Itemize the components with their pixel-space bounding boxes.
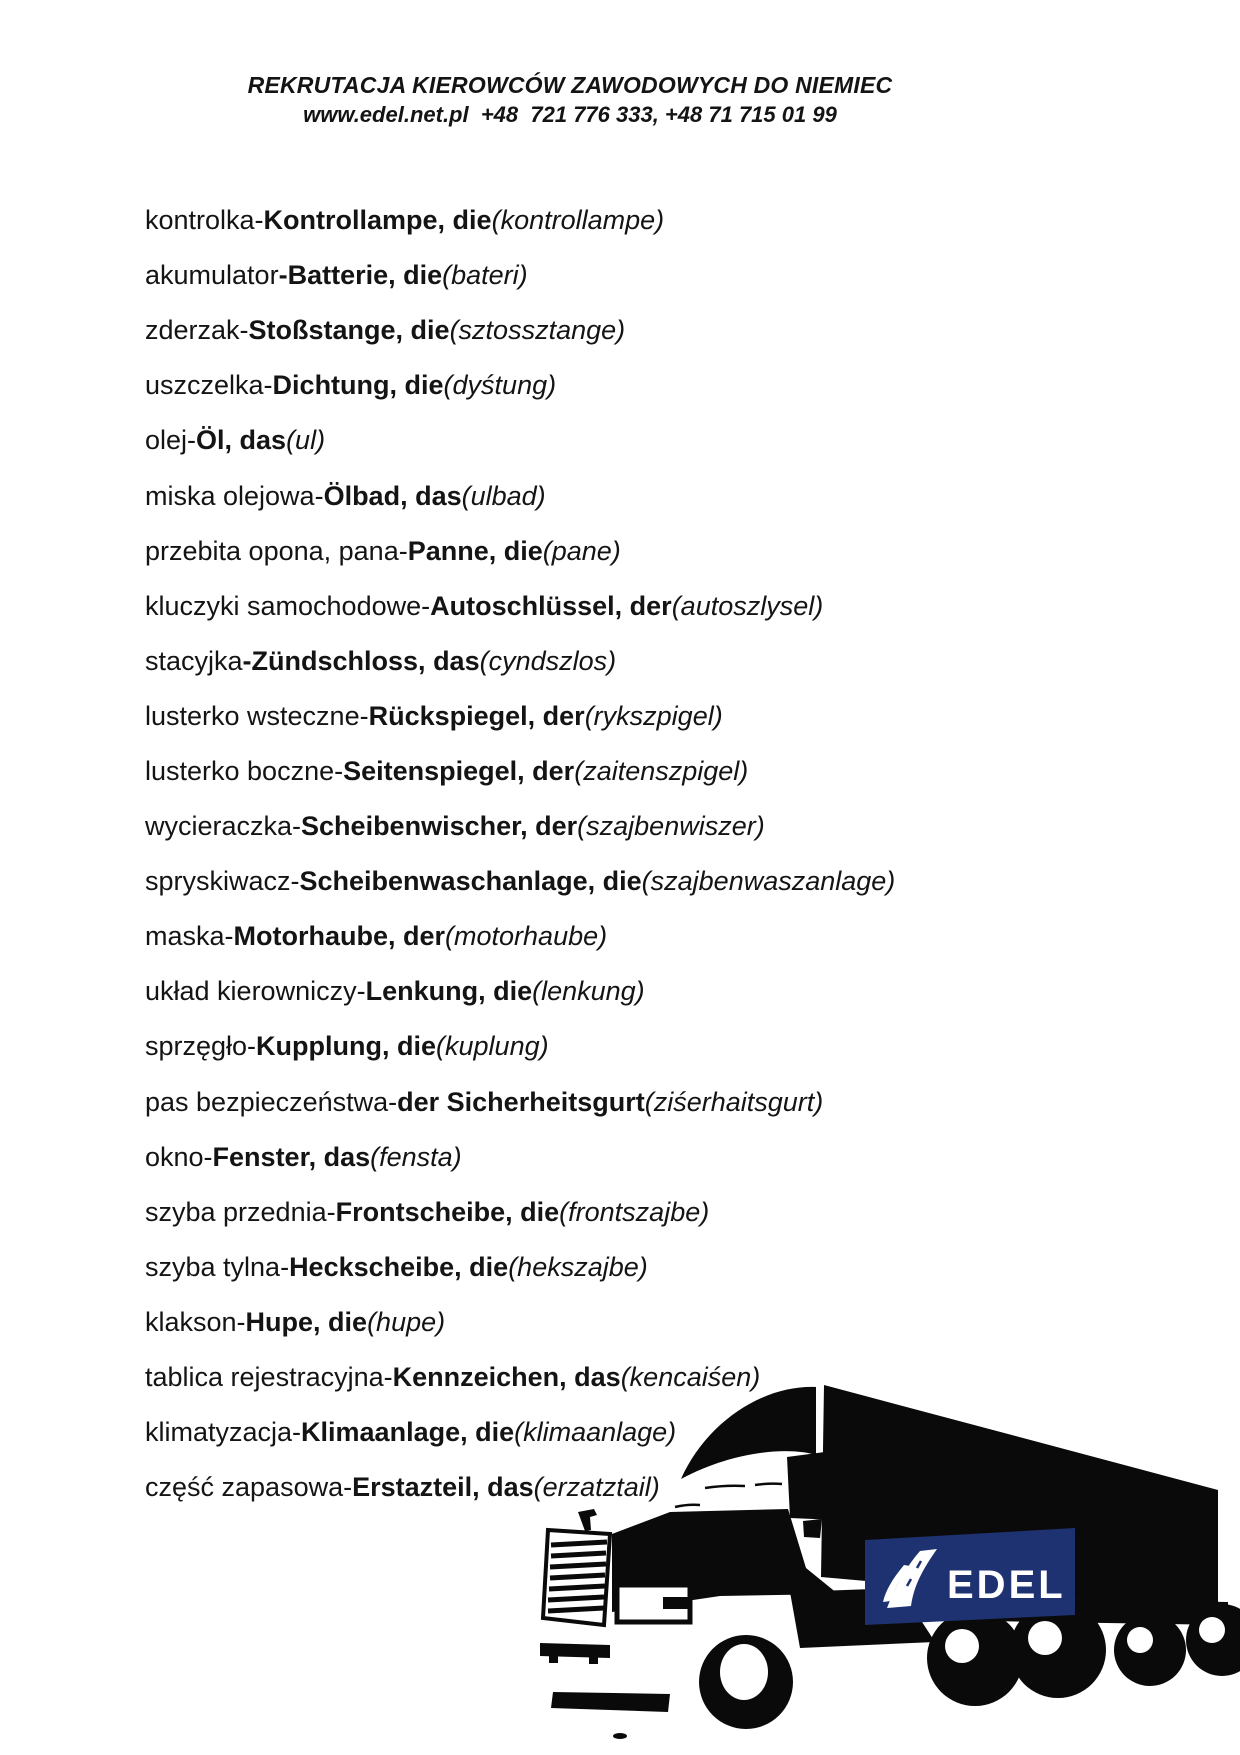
- vocab-item: [145, 1019, 1220, 1074]
- phonetic-hint: (bateri): [442, 260, 528, 291]
- phonetic-hint: (szajbenwaszanlage): [641, 866, 896, 897]
- header-contact: www.edel.net.pl +48 721 776 333, +48 71 715 01 99: [303, 102, 837, 127]
- grille: [543, 1530, 610, 1625]
- german-term: Kennzeichen, das: [392, 1362, 621, 1393]
- german-term: Frontscheibe, die: [335, 1196, 560, 1227]
- phonetic-hint: (rykszpigel): [584, 700, 723, 731]
- edel-logo: [865, 1528, 1075, 1625]
- truck-silhouette-svg: [480, 1355, 1240, 1755]
- mirror: [578, 1509, 597, 1531]
- vocab-item: [145, 744, 1220, 799]
- phonetic-hint: (kuplung): [436, 1031, 549, 1062]
- polish-term: akumulator: [145, 260, 279, 291]
- vocab-item: [145, 854, 1220, 909]
- vocab-item: [145, 1130, 1220, 1185]
- document-header: [0, 70, 1140, 130]
- polish-term: wycieraczka-: [145, 811, 302, 842]
- truck-image: [480, 1355, 1240, 1755]
- german-term: Heckscheibe, die: [289, 1251, 509, 1282]
- phonetic-hint: (motorhaube): [445, 921, 608, 952]
- vocab-item: [145, 1295, 1220, 1350]
- vocab-item: [145, 358, 1220, 413]
- german-term: Seitenspiegel, der: [343, 755, 575, 786]
- german-term: Panne, die: [407, 535, 543, 566]
- vocab-item: [145, 193, 1220, 248]
- german-term: Hupe, die: [245, 1306, 368, 1337]
- phonetic-hint: (szajbenwiszer): [577, 811, 765, 842]
- phonetic-hint: (fensta): [370, 1141, 462, 1172]
- german-term: Stoßstange, die: [248, 315, 450, 346]
- german-term: Motorhaube, der: [233, 921, 446, 952]
- phonetic-hint: (hekszajbe): [508, 1251, 648, 1282]
- vocab-item: [145, 964, 1220, 1019]
- vocab-item: [145, 689, 1220, 744]
- polish-term: tablica rejestracyjna-: [145, 1362, 393, 1393]
- german-term: Kontrollampe, die: [263, 205, 492, 236]
- polish-term: okno-: [145, 1141, 213, 1172]
- polish-term: kluczyki samochodowe-: [145, 590, 431, 621]
- bumper: [540, 1643, 670, 1712]
- polish-term: spryskiwacz-: [145, 866, 300, 897]
- german-term: Fenster, das: [212, 1141, 371, 1172]
- vocab-item: [145, 579, 1220, 634]
- vent-window: [803, 1519, 822, 1538]
- german-term: -Batterie, die: [278, 260, 443, 291]
- polish-term: maska-: [145, 921, 234, 952]
- german-term: Rückspiegel, der: [368, 700, 585, 731]
- phonetic-hint: (cyndszlos): [479, 645, 617, 676]
- phonetic-hint: (frontszajbe): [559, 1196, 710, 1227]
- phonetic-hint: (hupe): [367, 1306, 446, 1337]
- german-term: Klimaanlage, die: [301, 1417, 515, 1448]
- polish-term: zderzak-: [145, 315, 249, 346]
- german-term: Lenkung, die: [365, 976, 533, 1007]
- german-term: Kupplung, die: [256, 1031, 437, 1062]
- polish-term: miska olejowa-: [145, 480, 324, 511]
- tank-box: [617, 1585, 690, 1622]
- edel-logo-text: EDEL: [947, 1563, 1066, 1607]
- phonetic-hint: (zaitenszpigel): [574, 755, 749, 786]
- phonetic-hint: (klimaanlage): [514, 1417, 677, 1448]
- phonetic-hint: (sztossztange): [449, 315, 626, 346]
- polish-term: szyba przednia-: [145, 1196, 336, 1227]
- phonetic-hint: (kontrollampe): [491, 205, 665, 236]
- polish-term: lusterko boczne-: [145, 755, 344, 786]
- ground-shadow: [613, 1733, 627, 1739]
- vocab-item: [145, 1185, 1220, 1240]
- german-term: Erstazteil, das: [352, 1472, 534, 1503]
- polish-term: olej-: [145, 425, 197, 456]
- vocab-item: [145, 909, 1220, 964]
- polish-term: klakson-: [145, 1306, 246, 1337]
- polish-term: lusterko wsteczne-: [145, 700, 369, 731]
- polish-term: szyba tylna-: [145, 1251, 290, 1282]
- german-term: Dichtung, die: [272, 370, 444, 401]
- vocab-item: [145, 634, 1220, 689]
- german-term: Ölbad, das: [323, 480, 462, 511]
- vocab-item: [145, 468, 1220, 523]
- vocab-item: [145, 524, 1220, 579]
- vocab-item: [145, 1075, 1220, 1130]
- german-term: Scheibenwischer, der: [301, 811, 578, 842]
- phonetic-hint: (autoszlysel): [671, 590, 824, 621]
- phonetic-hint: (ziśerhaitsgurt): [644, 1086, 824, 1117]
- vocab-item: [145, 413, 1220, 468]
- polish-term: klimatyzacja-: [145, 1417, 302, 1448]
- polish-term: część zapasowa-: [145, 1472, 353, 1503]
- phonetic-hint: (pane): [542, 535, 621, 566]
- polish-term: układ kierowniczy-: [145, 976, 366, 1007]
- phonetic-hint: (erzatztail): [533, 1472, 660, 1503]
- vocab-item: [145, 303, 1220, 358]
- phonetic-hint: (ul): [286, 425, 326, 456]
- phonetic-hint: (ulbad): [461, 480, 546, 511]
- german-term: der Sicherheitsgurt: [397, 1086, 645, 1117]
- door-window: [787, 1450, 840, 1520]
- german-term: -Zündschloss, das: [242, 645, 480, 676]
- vocab-item: [145, 1240, 1220, 1295]
- polish-term: stacyjka: [145, 645, 243, 676]
- polish-term: przebita opona, pana-: [145, 535, 408, 566]
- header-title: REKRUTACJA KIEROWCÓW ZAWODOWYCH DO NIEMIEC: [247, 72, 893, 98]
- vocab-item: [145, 799, 1220, 854]
- german-term: Scheibenwaschanlage, die: [299, 866, 642, 897]
- phonetic-hint: (lenkung): [532, 976, 645, 1007]
- polish-term: sprzęgło-: [145, 1031, 257, 1062]
- windshield-streaks: [675, 1484, 782, 1507]
- front-wheel: [699, 1635, 793, 1729]
- polish-term: uszczelka-: [145, 370, 273, 401]
- german-term: Öl, das: [196, 425, 287, 456]
- phonetic-hint: (dyśtung): [443, 370, 557, 401]
- german-term: Autoschlüssel, der: [430, 590, 672, 621]
- vocab-list: [145, 193, 1220, 1515]
- phonetic-hint: (kencaiśen): [620, 1362, 761, 1393]
- polish-term: pas bezpieczeństwa-: [145, 1086, 398, 1117]
- polish-term: kontrolka-: [145, 205, 264, 236]
- vocab-item: [145, 248, 1220, 303]
